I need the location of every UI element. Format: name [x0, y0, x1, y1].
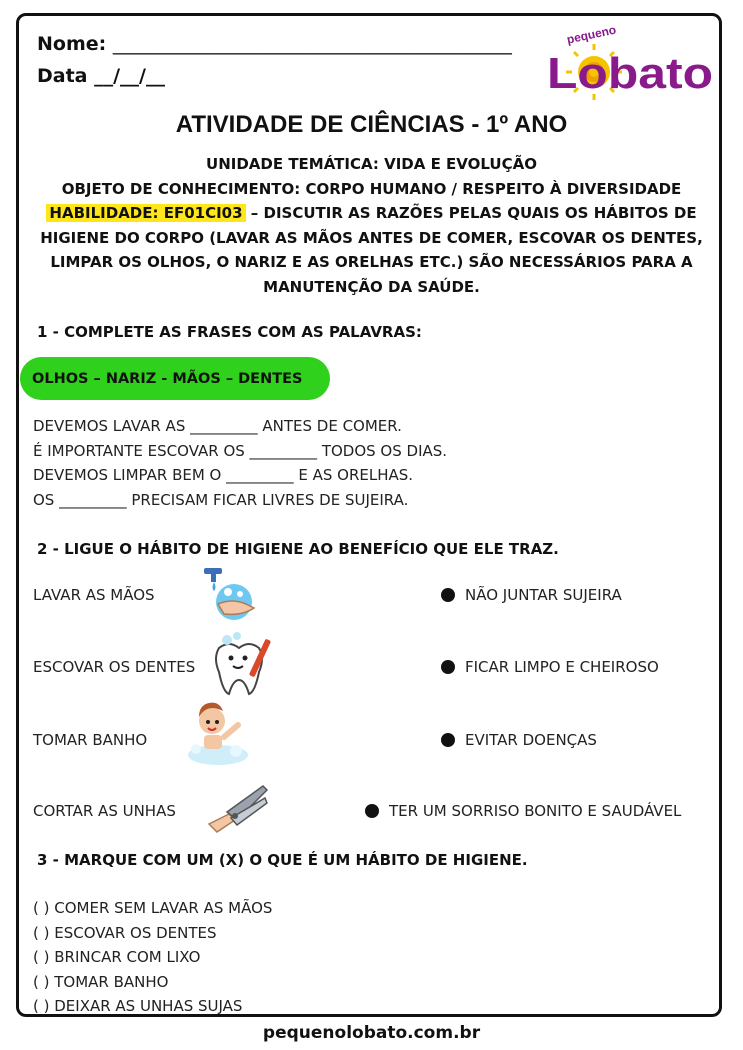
pequeno-lobato-logo [545, 26, 715, 104]
question-3-title: 3 - MARQUE COM UM (X) O QUE É UM HÁBITO DE HIGIENE. [37, 851, 528, 869]
page-title: ATIVIDADE DE CIÊNCIAS - 1º ANO [175, 111, 568, 138]
footer-url[interactable]: pequenolobato.com.br [262, 1023, 481, 1043]
connect-dot[interactable] [441, 733, 455, 747]
connect-dot[interactable] [441, 588, 455, 602]
skill-code-highlight: HABILIDADE: EF01CI03 [46, 204, 245, 222]
benefit-avoid-disease: EVITAR DOENÇAS [465, 731, 597, 749]
question-1-title: 1 - COMPLETE AS FRASES COM AS PALAVRAS: [37, 323, 422, 341]
tooth-brush-icon [205, 630, 279, 702]
checkbox-option[interactable]: ( ) ESCOVAR OS DENTES [33, 923, 217, 942]
habit-cut-nails: CORTAR AS UNHAS [33, 802, 176, 820]
sentence[interactable]: DEVEMOS LAVAR AS _________ ANTES DE COMER. [33, 417, 402, 435]
hand-washing-icon [198, 564, 262, 624]
benefit-smile: TER UM SORRISO BONITO E SAUDÁVEL [389, 802, 682, 820]
habit-brush-teeth: ESCOVAR OS DENTES [33, 658, 196, 676]
connect-dot[interactable] [441, 660, 455, 674]
theme-unit: UNIDADE TEMÁTICA: VIDA E EVOLUÇÃO [206, 155, 537, 173]
checkbox-option[interactable]: ( ) COMER SEM LAVAR AS MÃOS [33, 899, 273, 917]
word-bank-text: OLHOS – NARIZ - MÃOS – DENTES [32, 370, 303, 387]
logo-big-text: Lobato [547, 49, 713, 98]
name-label: Nome: [37, 33, 113, 55]
habit-bath: TOMAR BANHO [33, 731, 148, 749]
q3-options [33, 896, 272, 1019]
habit-wash-hands: LAVAR AS MÃOS [33, 586, 155, 604]
bath-child-icon [186, 697, 250, 771]
nail-clipper-icon [205, 776, 271, 838]
connect-dot[interactable] [365, 804, 379, 818]
benefit-clean: FICAR LIMPO E CHEIROSO [465, 658, 659, 676]
theme-skill: HABILIDADE: EF01CI03 – DISCUTIR AS RAZÕES PELAS QUAIS OS HÁBITOS DE [30, 201, 713, 226]
sentence[interactable]: OS _________ PRECISAM FICAR LIVRES DE SUJEIRA. [33, 490, 409, 509]
date-field[interactable]: Data __/__/__ [37, 65, 165, 87]
logo-small-text: pequeno [565, 26, 618, 47]
name-field[interactable] [37, 33, 512, 55]
sentence[interactable]: DEVEMOS LIMPAR BEM O _________ E AS ORELHAS. [33, 466, 414, 485]
sentence[interactable]: É IMPORTANTE ESCOVAR OS _________ TODOS OS DIAS. [33, 441, 448, 460]
theme-block: UNIDADE TEMÁTICA: VIDA E EVOLUÇÃO OBJETO DE CONHECIMENTO: CORPO HUMANO / RESPEITO À DIVERSIDADE HABILIDADE: EF01CI03 – DISCUTIR AS RAZÕES PELAS QUAIS OS HÁBITOS DE HIGIENE DO CORPO (LAVAR AS MÃOS ANTES DE COMER, ESCOVAR OS DENTES, LIMPAR OS OLHOS, O NARIZ E AS ORELHAS ETC.) SÃO NECESSÁRIOS PARA A MANUTENÇÃO DA SAÚDE. [30, 152, 713, 299]
checkbox-option[interactable]: ( ) TOMAR BANHO [33, 972, 169, 991]
name-line: __________________________________________ [112, 33, 512, 55]
word-bank [20, 357, 330, 400]
q1-sentences [33, 414, 447, 512]
benefit-no-dirt: NÃO JUNTAR SUJEIRA [465, 586, 622, 604]
checkbox-option[interactable]: ( ) DEIXAR AS UNHAS SUJAS [33, 997, 243, 1016]
checkbox-option[interactable]: ( ) BRINCAR COM LIXO [33, 948, 201, 967]
theme-object: OBJETO DE CONHECIMENTO: CORPO HUMANO / RESPEITO À DIVERSIDADE [61, 179, 682, 198]
question-2-title: 2 - LIGUE O HÁBITO DE HIGIENE AO BENEFÍCIO QUE ELE TRAZ. [37, 540, 559, 558]
